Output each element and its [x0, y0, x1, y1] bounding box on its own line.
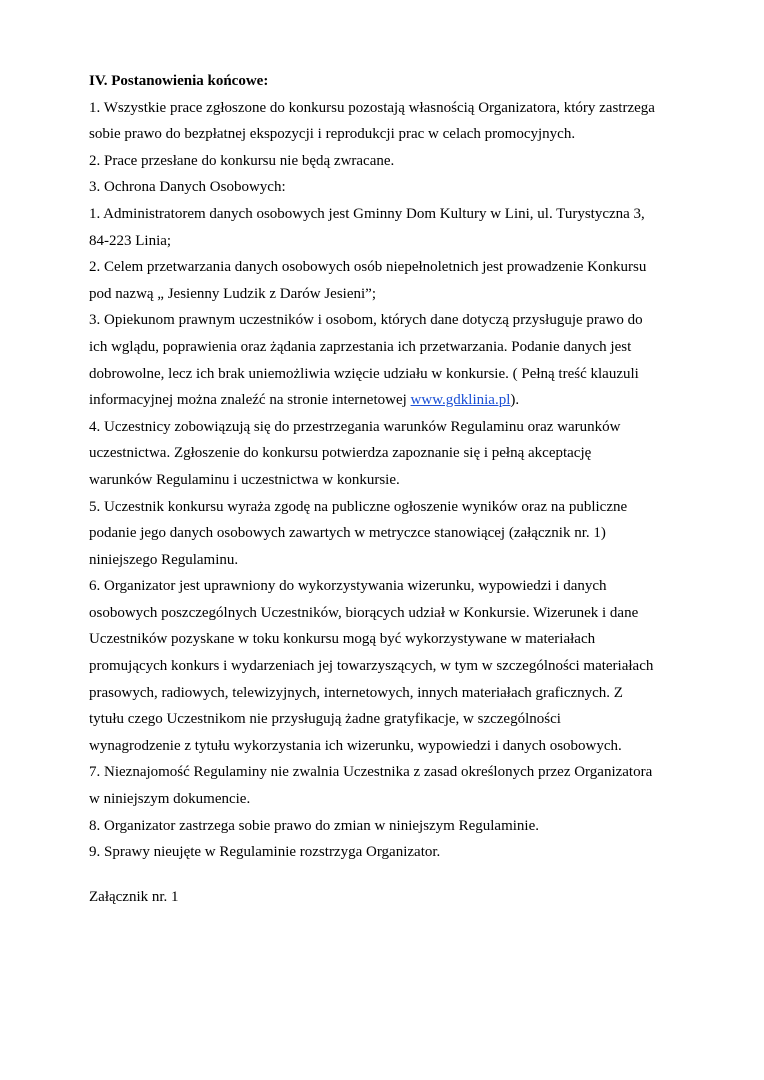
spacer — [89, 866, 689, 884]
paragraph-4-line-3: warunków Regulaminu i uczestnictwa w konkursie. — [89, 471, 400, 488]
subparagraph-3-line-4-text: informacyjnej można znaleźć na stronie internetowej — [89, 392, 411, 409]
paragraph-4-line-1: 4. Uczestnicy zobowiązują się do przestrzegania warunków Regulaminu oraz warunków — [89, 418, 621, 435]
subparagraph-2-line-2: pod nazwą „ Jesienny Ludzik z Darów Jesieni”; — [89, 285, 376, 302]
subparagraph-3-line-4 — [89, 387, 689, 414]
paragraph-7-line-1: 7. Nieznajomość Regulaminy nie zwalnia Uczestnika z zasad określonych przez Organizatora — [89, 764, 653, 781]
section-heading: IV. Postanowienia końcowe: — [89, 73, 269, 89]
paragraph-5-line-2: podanie jego danych osobowych zawartych w metryczce stanowiącej (załącznik nr. 1) — [89, 525, 606, 542]
subparagraph-3-line-1: 3. Opiekunom prawnym uczestników i osobom, których dane dotyczą przysługuje prawo do — [89, 312, 643, 329]
document-body — [89, 68, 689, 910]
paragraph-6-line-2: osobowych poszczególnych Uczestników, biorących udział w Konkursie. Wizerunek i dane — [89, 604, 639, 621]
paragraph-6-line-5: prasowych, radiowych, telewizyjnych, internetowych, innych materiałach graficznych. Z — [89, 684, 623, 701]
subparagraph-2-line-1: 2. Celem przetwarzania danych osobowych osób niepełnoletnich jest prowadzenie Konkursu — [89, 259, 647, 276]
attachment-label: Załącznik nr. 1 — [89, 888, 179, 905]
paragraph-1-line-1: 1. Wszystkie prace zgłoszone do konkursu pozostają własnością Organizatora, który zastrzega — [89, 99, 655, 116]
subparagraph-1-line-2: 84-223 Linia; — [89, 232, 172, 249]
paragraph-9: 9. Sprawy nieujęte w Regulaminie rozstrzyga Organizator. — [89, 844, 441, 861]
subparagraph-1-line-1: 1. Administratorem danych osobowych jest Gminny Dom Kultury w Lini, ul. Turystyczna 3, — [89, 205, 645, 222]
paragraph-6-line-7: wynagrodzenie z tytułu wykorzystania ich wizerunku, wypowiedzi i danych osobowych. — [89, 737, 622, 754]
subparagraph-3-line-2: ich wglądu, poprawienia oraz żądania zaprzestania ich przetwarzania. Podanie danych jest — [89, 338, 632, 355]
paragraph-5-line-3: niniejszego Regulaminu. — [89, 551, 239, 568]
paragraph-2: 2. Prace przesłane do konkursu nie będą zwracane. — [89, 152, 395, 169]
paragraph-1-line-2: sobie prawo do bezpłatnej ekspozycji i reprodukcji prac w celach promocyjnych. — [89, 126, 576, 143]
subparagraph-3-line-4-end: ). — [510, 392, 520, 409]
paragraph-4-line-2: uczestnictwa. Zgłoszenie do konkursu potwierdza zapoznanie się i pełną akceptację — [89, 445, 592, 462]
website-link[interactable]: www.gdklinia.pl — [410, 392, 511, 409]
paragraph-6-line-4: promujących konkurs i wydarzeniach jej towarzyszących, w tym w szczególności materiałach — [89, 658, 654, 675]
paragraph-6-line-6: tytułu czego Uczestnikom nie przysługują żadne gratyfikacje, w szczególności — [89, 711, 561, 728]
paragraph-3: 3. Ochrona Danych Osobowych: — [89, 179, 286, 196]
paragraph-8: 8. Organizator zastrzega sobie prawo do zmian w niniejszym Regulaminie. — [89, 817, 539, 834]
paragraph-7-line-2: w niniejszym dokumencie. — [89, 791, 251, 808]
paragraph-5-line-1: 5. Uczestnik konkursu wyraża zgodę na publiczne ogłoszenie wyników oraz na publiczne — [89, 498, 628, 515]
paragraph-6-line-3: Uczestników pozyskane w toku konkursu mogą być wykorzystywane w materiałach — [89, 631, 596, 648]
subparagraph-3-line-3: dobrowolne, lecz ich brak uniemożliwia wzięcie udziału w konkursie. ( Pełną treść klauzuli — [89, 365, 639, 382]
paragraph-6-line-1: 6. Organizator jest uprawniony do wykorzystywania wizerunku, wypowiedzi i danych — [89, 578, 607, 595]
